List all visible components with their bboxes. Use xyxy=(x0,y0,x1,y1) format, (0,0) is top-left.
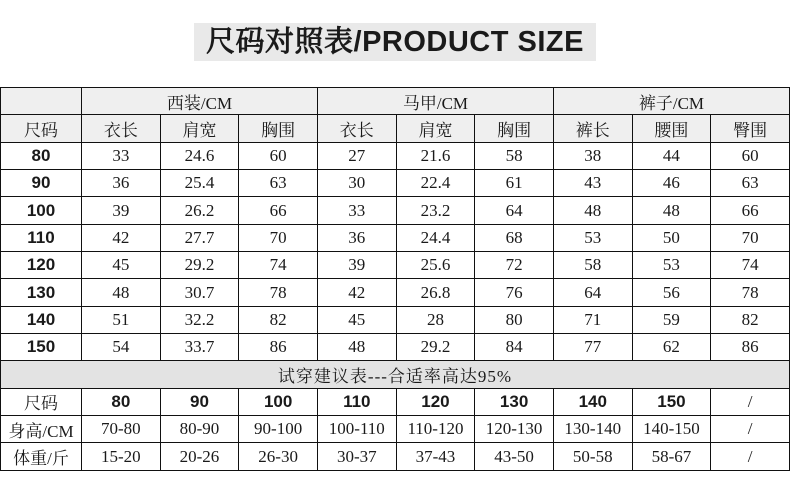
value-cell: 33 xyxy=(317,197,396,224)
value-cell: 66 xyxy=(711,197,790,224)
column-header-cell: 肩宽 xyxy=(396,115,475,142)
value-cell: 45 xyxy=(82,252,161,279)
banner-row xyxy=(1,361,790,388)
value-cell: 61 xyxy=(475,170,554,197)
fit-value-cell: 90 xyxy=(160,388,239,415)
size-row xyxy=(1,334,790,361)
fit-value-cell: 110-120 xyxy=(396,416,475,443)
fit-label-cell: 体重/斤 xyxy=(1,443,82,471)
value-cell: 33.7 xyxy=(160,334,239,361)
value-cell: 68 xyxy=(475,224,554,251)
size-cell: 140 xyxy=(1,306,82,333)
group-header-cell: 西装/CM xyxy=(82,88,318,115)
group-header-cell: 马甲/CM xyxy=(317,88,553,115)
column-header-cell: 胸围 xyxy=(475,115,554,142)
value-cell: 72 xyxy=(475,252,554,279)
value-cell: 26.2 xyxy=(160,197,239,224)
fit-value-cell: 70-80 xyxy=(82,416,161,443)
value-cell: 56 xyxy=(632,279,711,306)
value-cell: 58 xyxy=(553,252,632,279)
value-cell: 70 xyxy=(239,224,318,251)
fit-value-cell: 58-67 xyxy=(632,443,711,471)
value-cell: 84 xyxy=(475,334,554,361)
value-cell: 50 xyxy=(632,224,711,251)
value-cell: 76 xyxy=(475,279,554,306)
value-cell: 64 xyxy=(475,197,554,224)
value-cell: 30 xyxy=(317,170,396,197)
group-header-row xyxy=(1,88,790,115)
column-header-cell: 腰围 xyxy=(632,115,711,142)
value-cell: 23.2 xyxy=(396,197,475,224)
value-cell: 80 xyxy=(475,306,554,333)
size-cell: 90 xyxy=(1,170,82,197)
fit-banner-cell: 试穿建议表---合适率高达95% xyxy=(1,361,790,388)
column-header-cell: 衣长 xyxy=(317,115,396,142)
fit-value-cell: / xyxy=(711,443,790,471)
value-cell: 27.7 xyxy=(160,224,239,251)
size-row xyxy=(1,170,790,197)
value-cell: 29.2 xyxy=(396,334,475,361)
page-title: 尺码对照表/PRODUCT SIZE xyxy=(194,23,596,61)
value-cell: 38 xyxy=(553,142,632,169)
size-row xyxy=(1,252,790,279)
fit-value-cell: 20-26 xyxy=(160,443,239,471)
value-cell: 39 xyxy=(82,197,161,224)
value-cell: 39 xyxy=(317,252,396,279)
value-cell: 74 xyxy=(711,252,790,279)
value-cell: 64 xyxy=(553,279,632,306)
value-cell: 30.7 xyxy=(160,279,239,306)
fit-value-cell: 130 xyxy=(475,388,554,415)
value-cell: 51 xyxy=(82,306,161,333)
value-cell: 21.6 xyxy=(396,142,475,169)
value-cell: 60 xyxy=(711,142,790,169)
empty-corner-cell xyxy=(1,88,82,115)
fit-row xyxy=(1,443,790,471)
value-cell: 60 xyxy=(239,142,318,169)
size-row xyxy=(1,306,790,333)
value-cell: 53 xyxy=(553,224,632,251)
fit-value-cell: 120 xyxy=(396,388,475,415)
value-cell: 42 xyxy=(317,279,396,306)
fit-value-cell: 140-150 xyxy=(632,416,711,443)
value-cell: 74 xyxy=(239,252,318,279)
size-row xyxy=(1,224,790,251)
value-cell: 22.4 xyxy=(396,170,475,197)
column-header-cell: 肩宽 xyxy=(160,115,239,142)
value-cell: 78 xyxy=(239,279,318,306)
fit-value-cell: 100 xyxy=(239,388,318,415)
size-row xyxy=(1,142,790,169)
value-cell: 48 xyxy=(632,197,711,224)
fit-value-cell: 110 xyxy=(317,388,396,415)
size-chart-table xyxy=(0,87,790,471)
value-cell: 43 xyxy=(553,170,632,197)
value-cell: 48 xyxy=(317,334,396,361)
value-cell: 29.2 xyxy=(160,252,239,279)
value-cell: 59 xyxy=(632,306,711,333)
fit-label-cell: 尺码 xyxy=(1,388,82,415)
fit-value-cell: 140 xyxy=(553,388,632,415)
value-cell: 66 xyxy=(239,197,318,224)
fit-row xyxy=(1,416,790,443)
title-row xyxy=(0,23,790,61)
value-cell: 26.8 xyxy=(396,279,475,306)
value-cell: 63 xyxy=(239,170,318,197)
value-cell: 25.4 xyxy=(160,170,239,197)
fit-value-cell: 26-30 xyxy=(239,443,318,471)
value-cell: 24.4 xyxy=(396,224,475,251)
value-cell: 44 xyxy=(632,142,711,169)
value-cell: 24.6 xyxy=(160,142,239,169)
fit-value-cell: 80-90 xyxy=(160,416,239,443)
fit-value-cell: 37-43 xyxy=(396,443,475,471)
fit-value-cell: 15-20 xyxy=(82,443,161,471)
size-cell: 80 xyxy=(1,142,82,169)
value-cell: 33 xyxy=(82,142,161,169)
value-cell: 63 xyxy=(711,170,790,197)
value-cell: 45 xyxy=(317,306,396,333)
value-cell: 42 xyxy=(82,224,161,251)
value-cell: 62 xyxy=(632,334,711,361)
value-cell: 28 xyxy=(396,306,475,333)
fit-value-cell: 43-50 xyxy=(475,443,554,471)
size-row xyxy=(1,197,790,224)
value-cell: 82 xyxy=(239,306,318,333)
value-cell: 86 xyxy=(239,334,318,361)
value-cell: 86 xyxy=(711,334,790,361)
size-cell: 120 xyxy=(1,252,82,279)
value-cell: 25.6 xyxy=(396,252,475,279)
size-cell: 150 xyxy=(1,334,82,361)
fit-value-cell: 150 xyxy=(632,388,711,415)
value-cell: 48 xyxy=(553,197,632,224)
value-cell: 48 xyxy=(82,279,161,306)
value-cell: 54 xyxy=(82,334,161,361)
fit-value-cell: 90-100 xyxy=(239,416,318,443)
column-header-cell: 尺码 xyxy=(1,115,82,142)
value-cell: 82 xyxy=(711,306,790,333)
fit-value-cell: 30-37 xyxy=(317,443,396,471)
fit-value-cell: 50-58 xyxy=(553,443,632,471)
column-header-cell: 臀围 xyxy=(711,115,790,142)
column-header-cell: 裤长 xyxy=(553,115,632,142)
value-cell: 27 xyxy=(317,142,396,169)
fit-value-cell: 120-130 xyxy=(475,416,554,443)
fit-value-cell: 80 xyxy=(82,388,161,415)
column-header-cell: 衣长 xyxy=(82,115,161,142)
value-cell: 70 xyxy=(711,224,790,251)
fit-value-cell: / xyxy=(711,416,790,443)
value-cell: 32.2 xyxy=(160,306,239,333)
value-cell: 53 xyxy=(632,252,711,279)
value-cell: 58 xyxy=(475,142,554,169)
value-cell: 36 xyxy=(82,170,161,197)
fit-value-cell: 130-140 xyxy=(553,416,632,443)
value-cell: 36 xyxy=(317,224,396,251)
size-cell: 110 xyxy=(1,224,82,251)
group-header-cell: 裤子/CM xyxy=(553,88,789,115)
value-cell: 46 xyxy=(632,170,711,197)
fit-label-cell: 身高/CM xyxy=(1,416,82,443)
column-header-cell: 胸围 xyxy=(239,115,318,142)
column-header-row xyxy=(1,115,790,142)
value-cell: 71 xyxy=(553,306,632,333)
size-row xyxy=(1,279,790,306)
value-cell: 78 xyxy=(711,279,790,306)
fit-value-cell: 100-110 xyxy=(317,416,396,443)
fit-value-cell: / xyxy=(711,388,790,415)
fit-row xyxy=(1,388,790,415)
size-cell: 100 xyxy=(1,197,82,224)
value-cell: 77 xyxy=(553,334,632,361)
size-cell: 130 xyxy=(1,279,82,306)
